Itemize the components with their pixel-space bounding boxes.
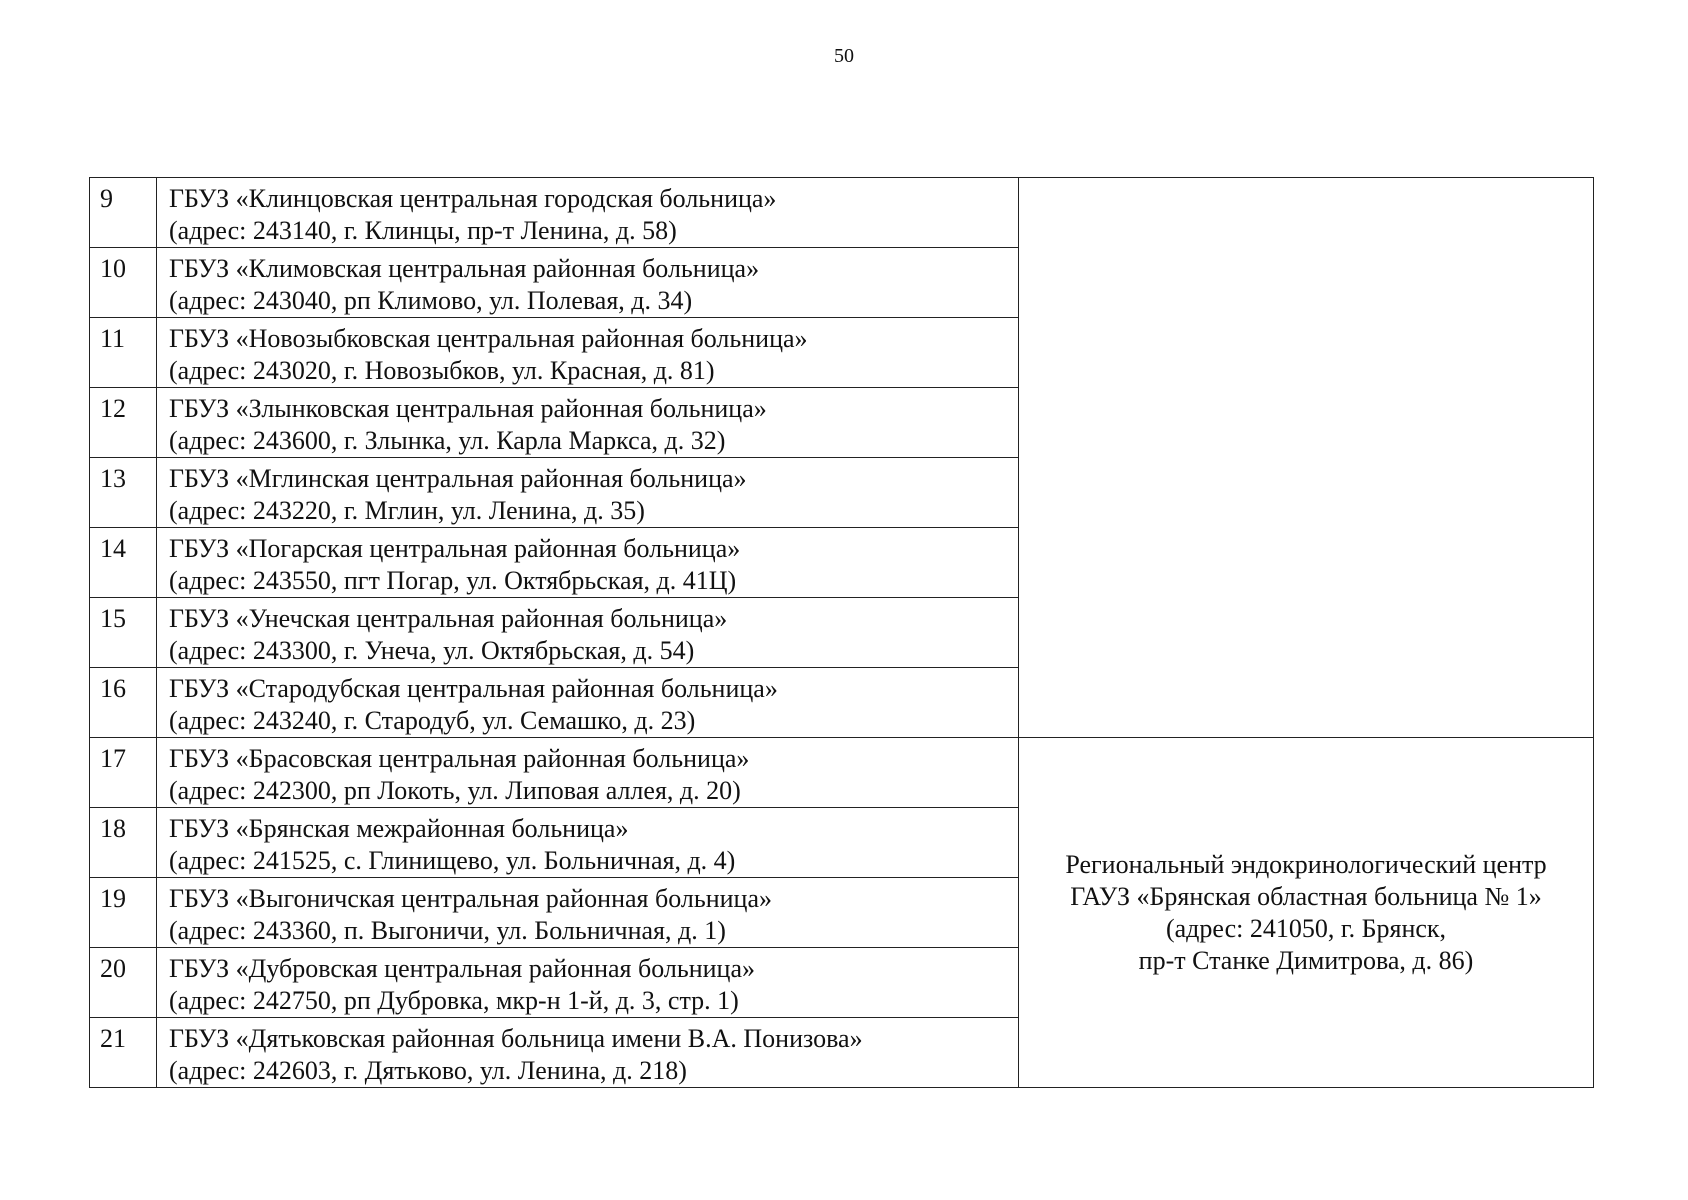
organization-cell xyxy=(157,318,1019,388)
organization-address: (адрес: 243300, г. Унеча, ул. Октябрьская, д. 54) xyxy=(169,636,695,665)
organization-address: (адрес: 243600, г. Злынка, ул. Карла Маркса, д. 32) xyxy=(169,426,726,455)
organization-address: (адрес: 243240, г. Стародуб, ул. Семашко, д. 23) xyxy=(169,706,696,735)
row-number: 10 xyxy=(90,248,157,318)
row-number: 16 xyxy=(90,668,157,738)
organization-cell xyxy=(157,388,1019,458)
organization-address: (адрес: 241525, с. Глинищево, ул. Больничная, д. 4) xyxy=(169,846,736,875)
row-number: 12 xyxy=(90,388,157,458)
row-number: 9 xyxy=(90,178,157,248)
organization-name: ГБУЗ «Дятьковская районная больница имени В.А. Понизова» xyxy=(169,1024,863,1053)
organization-cell xyxy=(157,808,1019,878)
organization-address: (адрес: 243220, г. Мглин, ул. Ленина, д. 35) xyxy=(169,496,645,525)
organization-cell xyxy=(157,458,1019,528)
organization-address: (адрес: 242603, г. Дятьково, ул. Ленина, д. 218) xyxy=(169,1056,687,1085)
organization-address: (адрес: 242300, рп Локоть, ул. Липовая аллея, д. 20) xyxy=(169,776,741,805)
organization-cell xyxy=(157,598,1019,668)
organization-cell xyxy=(157,948,1019,1018)
organization-address: (адрес: 243550, пгт Погар, ул. Октябрьская, д. 41Ц) xyxy=(169,566,737,595)
page-number: 50 xyxy=(834,45,854,67)
organization-name: ГБУЗ «Дубровская центральная районная больница» xyxy=(169,954,756,983)
organization-name: ГБУЗ «Брянская межрайонная больница» xyxy=(169,814,629,843)
center-institution: ГАУЗ «Брянская областная больница № 1» xyxy=(1070,881,1542,911)
hospital-table xyxy=(89,177,1594,1088)
organization-name: ГБУЗ «Злынковская центральная районная больница» xyxy=(169,394,767,423)
organization-name: ГБУЗ «Мглинская центральная районная больница» xyxy=(169,464,747,493)
organization-name: ГБУЗ «Стародубская центральная районная больница» xyxy=(169,674,778,703)
endocrinology-center-cell xyxy=(1019,738,1594,1088)
organization-cell xyxy=(157,878,1019,948)
row-number: 18 xyxy=(90,808,157,878)
row-number: 20 xyxy=(90,948,157,1018)
organization-address: (адрес: 243360, п. Выгоничи, ул. Больничная, д. 1) xyxy=(169,916,726,945)
organization-name: ГБУЗ «Климовская центральная районная больница» xyxy=(169,254,760,283)
row-number: 11 xyxy=(90,318,157,388)
row-number: 17 xyxy=(90,738,157,808)
organization-name: ГБУЗ «Погарская центральная районная больница» xyxy=(169,534,741,563)
row-number: 15 xyxy=(90,598,157,668)
center-name: Региональный эндокринологический центр xyxy=(1065,849,1547,879)
organization-cell xyxy=(157,668,1019,738)
organization-name: ГБУЗ «Клинцовская центральная городская больница» xyxy=(169,184,777,213)
organization-cell xyxy=(157,178,1019,248)
table-row xyxy=(90,738,1594,808)
center-cell-empty xyxy=(1019,178,1594,738)
organization-cell xyxy=(157,248,1019,318)
organization-address: (адрес: 243040, рп Климово, ул. Полевая, д. 34) xyxy=(169,286,693,315)
organization-name: ГБУЗ «Новозыбковская центральная районная больница» xyxy=(169,324,808,353)
table-row xyxy=(90,178,1594,248)
organization-name: ГБУЗ «Выгоничская центральная районная больница» xyxy=(169,884,772,913)
center-address-line2: пр-т Станке Димитрова, д. 86) xyxy=(1138,945,1474,975)
organization-address: (адрес: 243140, г. Клинцы, пр-т Ленина, д. 58) xyxy=(169,216,677,245)
organization-cell xyxy=(157,738,1019,808)
row-number: 21 xyxy=(90,1018,157,1088)
row-number: 19 xyxy=(90,878,157,948)
organization-name: ГБУЗ «Брасовская центральная районная больница» xyxy=(169,744,750,773)
organization-address: (адрес: 243020, г. Новозыбков, ул. Красная, д. 81) xyxy=(169,356,715,385)
row-number: 14 xyxy=(90,528,157,598)
organization-cell xyxy=(157,528,1019,598)
organization-cell xyxy=(157,1018,1019,1088)
row-number: 13 xyxy=(90,458,157,528)
organization-name: ГБУЗ «Унечская центральная районная больница» xyxy=(169,604,728,633)
center-address-line1: (адрес: 241050, г. Брянск, xyxy=(1165,913,1447,943)
organization-address: (адрес: 242750, рп Дубровка, мкр-н 1-й, д. 3, стр. 1) xyxy=(169,986,739,1015)
